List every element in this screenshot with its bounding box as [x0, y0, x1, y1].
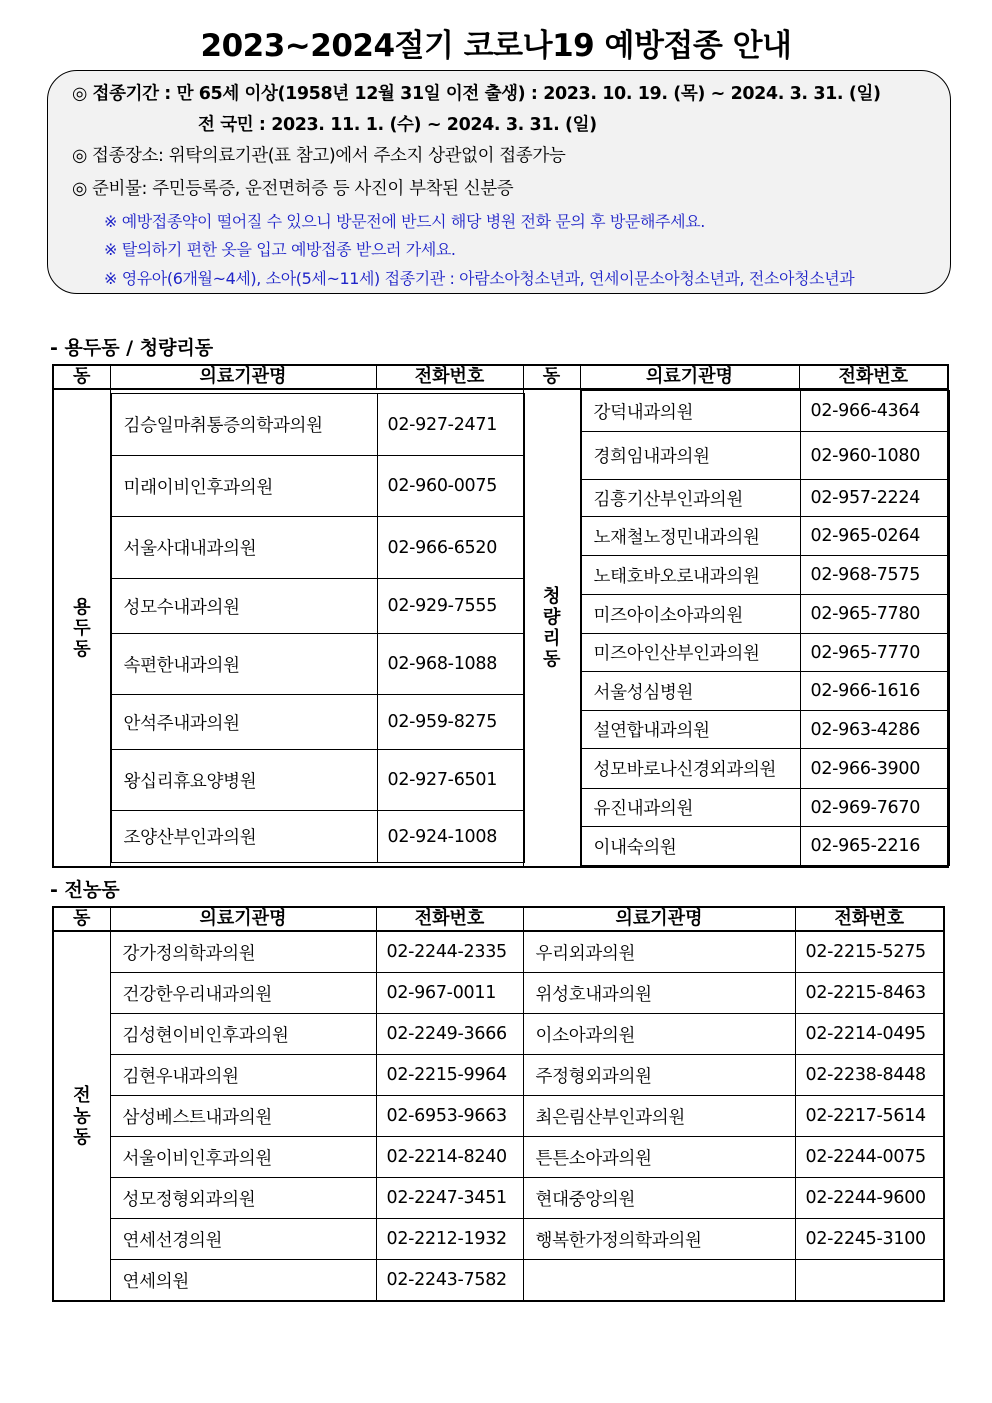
clinic-phone: 02-2244-0075 — [795, 1137, 944, 1178]
clinic-phone: 02-927-6501 — [377, 750, 524, 811]
table-row — [111, 634, 524, 695]
clinic-phone: 02-2247-3451 — [376, 1178, 523, 1219]
notice-note-children: ※ 영유아(6개월~4세), 소아(5세~11세) 접종기관 : 아람소아청소년과, 연세이문소아청소년과, 전소아청소년과 — [104, 269, 855, 288]
dong-name: 용 두 동 — [73, 596, 91, 660]
header-phone: 전화번호 — [799, 365, 948, 389]
clinic-phone: 02-2249-3666 — [376, 1014, 523, 1055]
dong-label-cheongnyangni — [523, 389, 580, 867]
clinic-name: 현대중앙의원 — [523, 1178, 795, 1219]
table-row — [581, 672, 949, 711]
clinic-phone: 02-2215-9964 — [376, 1055, 523, 1096]
clinic-name: 삼성베스트내과의원 — [110, 1096, 376, 1137]
table-row — [581, 517, 949, 556]
notice-box — [47, 70, 951, 294]
clinic-phone: 02-929-7555 — [377, 579, 524, 634]
clinic-name — [523, 1260, 795, 1302]
clinic-name: 연세의원 — [110, 1260, 376, 1302]
table-row — [53, 1055, 944, 1096]
clinic-name: 성모정형외과의원 — [110, 1178, 376, 1219]
header-name: 의료기관명 — [580, 365, 799, 389]
clinic-phone: 02-2243-7582 — [376, 1260, 523, 1302]
table-row — [111, 456, 524, 517]
header-dong: 동 — [53, 365, 110, 389]
clinic-phone: 02-960-1080 — [800, 432, 949, 480]
clinic-phone: 02-965-7770 — [800, 634, 949, 672]
clinic-phone: 02-967-0011 — [376, 973, 523, 1014]
table-row — [581, 556, 949, 595]
clinic-phone: 02-966-3900 — [800, 749, 949, 789]
table-row — [53, 931, 944, 973]
dong-name: 청 량 리 동 — [542, 586, 561, 670]
dong-name: 전 농 동 — [73, 1084, 91, 1148]
table-header-row — [53, 365, 948, 389]
table-row — [53, 1137, 944, 1178]
clinic-name: 최은림산부인과의원 — [523, 1096, 795, 1137]
clinic-name: 미즈아이소아과의원 — [581, 595, 800, 634]
clinic-table-yongdu-cheongnyangni — [52, 364, 949, 868]
clinic-name: 속편한내과의원 — [111, 634, 377, 695]
table-row — [581, 789, 949, 827]
clinic-table-jeonnong — [52, 906, 945, 1302]
clinic-name: 강덕내과의원 — [581, 391, 800, 432]
cheongnyangni-clinics — [581, 390, 950, 866]
clinic-phone: 02-963-4286 — [800, 711, 949, 749]
clinic-name: 서울사대내과의원 — [111, 517, 377, 579]
dong-label-jeonnong — [53, 931, 110, 1301]
header-name: 의료기관명 — [523, 907, 795, 931]
clinic-phone: 02-2238-8448 — [795, 1055, 944, 1096]
notice-note-call: ※ 예방접종약이 떨어질 수 있으니 방문전에 반드시 해당 병원 전화 문의 후 방문해주세요. — [104, 212, 705, 231]
clinic-phone: 02-960-0075 — [377, 456, 524, 517]
clinic-name: 경희임내과의원 — [581, 432, 800, 480]
table-row — [111, 517, 524, 579]
section-heading-jeonnong: - 전농동 — [50, 879, 120, 901]
table-row — [581, 480, 949, 517]
clinic-name: 조양산부인과의원 — [111, 811, 377, 863]
clinic-phone: 02-6953-9663 — [376, 1096, 523, 1137]
table-row — [53, 1219, 944, 1260]
clinic-phone — [795, 1260, 944, 1302]
table-row — [111, 750, 524, 811]
clinic-phone: 02-2215-5275 — [795, 931, 944, 973]
clinic-name: 김성현이비인후과의원 — [110, 1014, 376, 1055]
header-phone: 전화번호 — [376, 365, 523, 389]
header-name: 의료기관명 — [110, 365, 376, 389]
table-row — [111, 695, 524, 750]
header-phone: 전화번호 — [795, 907, 944, 931]
notice-period-line: ◎ 접종기간 : 만 65세 이상(1958년 12월 31일 이전 출생) : 2023. 10. 19. (목) ~ 2024. 3. 31. (일) — [72, 84, 881, 104]
clinic-name: 서울성심병원 — [581, 672, 800, 711]
clinic-phone: 02-2244-9600 — [795, 1178, 944, 1219]
table-row — [53, 1096, 944, 1137]
clinic-phone: 02-968-7575 — [800, 556, 949, 595]
header-phone: 전화번호 — [376, 907, 523, 931]
clinic-name: 미즈아인산부인과의원 — [581, 634, 800, 672]
table-header-row — [53, 907, 944, 931]
table-row — [53, 1178, 944, 1219]
notice-place-line: ◎ 접종장소: 위탁의료기관(표 참고)에서 주소지 상관없이 접종가능 — [72, 146, 566, 166]
clinic-phone: 02-959-8275 — [377, 695, 524, 750]
clinic-phone: 02-965-2216 — [800, 827, 949, 866]
clinic-phone: 02-966-4364 — [800, 391, 949, 432]
table-row — [581, 391, 949, 432]
clinic-phone: 02-2217-5614 — [795, 1096, 944, 1137]
yongdu-clinic-list — [110, 389, 523, 867]
clinic-name: 주정형외과의원 — [523, 1055, 795, 1096]
clinic-phone: 02-969-7670 — [800, 789, 949, 827]
clinic-phone: 02-965-7780 — [800, 595, 949, 634]
clinic-name: 설연합내과의원 — [581, 711, 800, 749]
clinic-phone: 02-966-1616 — [800, 672, 949, 711]
table-row — [581, 749, 949, 789]
clinic-phone: 02-965-0264 — [800, 517, 949, 556]
header-dong: 동 — [53, 907, 110, 931]
table-row — [53, 1260, 944, 1302]
header-name: 의료기관명 — [110, 907, 376, 931]
clinic-phone: 02-2215-8463 — [795, 973, 944, 1014]
cheongnyangni-clinic-list — [580, 389, 948, 867]
table-row — [581, 595, 949, 634]
clinic-name: 튼튼소아과의원 — [523, 1137, 795, 1178]
clinic-name: 이내숙의원 — [581, 827, 800, 866]
clinic-name: 성모수내과의원 — [111, 579, 377, 634]
header-dong: 동 — [523, 365, 580, 389]
clinic-name: 건강한우리내과의원 — [110, 973, 376, 1014]
clinic-phone: 02-957-2224 — [800, 480, 949, 517]
clinic-phone: 02-924-1008 — [377, 811, 524, 863]
clinic-name: 노재철노정민내과의원 — [581, 517, 800, 556]
clinic-name: 김현우내과의원 — [110, 1055, 376, 1096]
clinic-name: 안석주내과의원 — [111, 695, 377, 750]
table-row — [53, 973, 944, 1014]
section-heading-yongdu-cheongnyangni: - 용두동 / 청량리동 — [50, 337, 214, 359]
clinic-name: 김승일마취통증의학과의원 — [111, 394, 377, 456]
table-row — [111, 394, 524, 456]
dong-label-yongdu — [53, 389, 110, 867]
clinic-phone: 02-2244-2335 — [376, 931, 523, 973]
notice-period-all-line: 전 국민 : 2023. 11. 1. (수) ~ 2024. 3. 31. (일) — [198, 115, 597, 135]
table-row — [53, 1014, 944, 1055]
page-title: 2023~2024절기 코로나19 예방접종 안내 — [200, 28, 792, 64]
notice-items-line: ◎ 준비물: 주민등록증, 운전면허증 등 사진이 부착된 신분증 — [72, 179, 514, 199]
clinic-name: 서울이비인후과의원 — [110, 1137, 376, 1178]
clinic-name: 성모바로나신경외과의원 — [581, 749, 800, 789]
clinic-phone: 02-966-6520 — [377, 517, 524, 579]
clinic-name: 강가정의학과의원 — [110, 931, 376, 973]
yongdu-clinics — [111, 393, 525, 863]
clinic-phone: 02-2214-8240 — [376, 1137, 523, 1178]
table-row — [581, 711, 949, 749]
clinic-name: 우리외과의원 — [523, 931, 795, 973]
table-row — [581, 827, 949, 866]
clinic-name: 이소아과의원 — [523, 1014, 795, 1055]
table-row — [581, 432, 949, 480]
clinic-name: 노태호바오로내과의원 — [581, 556, 800, 595]
notice-note-clothes: ※ 탈의하기 편한 옷을 입고 예방접종 받으러 가세요. — [104, 240, 456, 259]
clinic-phone: 02-2212-1932 — [376, 1219, 523, 1260]
table-row — [111, 811, 524, 863]
clinic-name: 김흥기산부인과의원 — [581, 480, 800, 517]
clinic-name: 연세선경의원 — [110, 1219, 376, 1260]
table-row — [111, 579, 524, 634]
clinic-name: 왕십리휴요양병원 — [111, 750, 377, 811]
clinic-phone: 02-2245-3100 — [795, 1219, 944, 1260]
clinic-phone: 02-927-2471 — [377, 394, 524, 456]
clinic-name: 유진내과의원 — [581, 789, 800, 827]
clinic-name: 행복한가정의학과의원 — [523, 1219, 795, 1260]
table-row — [581, 634, 949, 672]
clinic-phone: 02-968-1088 — [377, 634, 524, 695]
clinic-name: 위성호내과의원 — [523, 973, 795, 1014]
clinic-name: 미래이비인후과의원 — [111, 456, 377, 517]
clinic-phone: 02-2214-0495 — [795, 1014, 944, 1055]
